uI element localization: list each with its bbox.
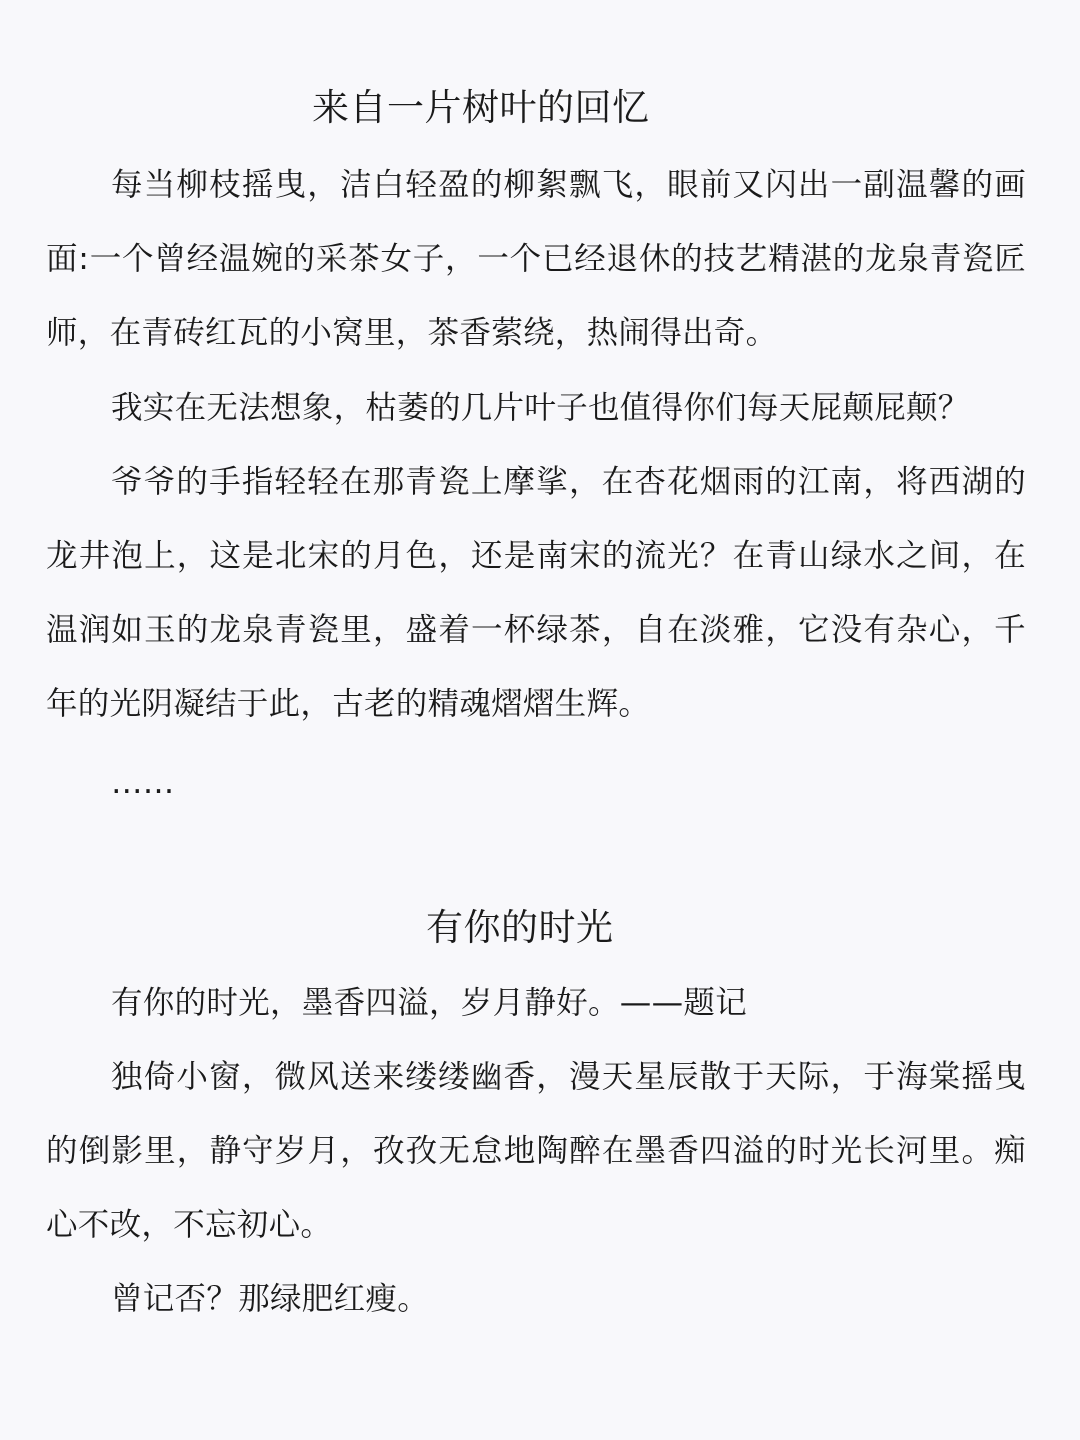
paragraph-epigraph: 有你的时光，墨香四溢，岁月静好。——题记 — [111, 985, 748, 1021]
paragraph-withered-leaves: 我实在无法想象，枯萎的几片叶子也值得你们每天屁颠屁颠？ — [111, 390, 970, 426]
section-title-memory-of-leaf: 来自一片树叶的回忆 — [312, 86, 650, 129]
paragraph-remember: 曾记否？那绿肥红瘦。 — [111, 1281, 430, 1317]
paragraph-willow: 每当柳枝摇曳，洁白轻盈的柳絮飘飞，眼前又闪出一副温馨的画面:一个曾经温婉的采茶女子，一个已经退休的技艺精湛的龙泉青瓷匠师，在青砖红瓦的小窝里，茶香萦绕，热闹得出奇。 — [46, 167, 1026, 351]
ellipsis: …… — [111, 765, 175, 801]
section-title-time-with-you: 有你的时光 — [426, 906, 614, 949]
paragraph-window: 独倚小窗，微风送来缕缕幽香，漫天星辰散于天际，于海棠摇曳的倒影里，静守岁月，孜孜无怠地陶醉在墨香四溢的时光长河里。痴心不改，不忘初心。 — [46, 1059, 1026, 1243]
paragraph-grandfather-celadon: 爷爷的手指轻轻在那青瓷上摩挲，在杏花烟雨的江南，将西湖的龙井泡上，这是北宋的月色，还是南宋的流光？在青山绿水之间，在温润如玉的龙泉青瓷里，盛着一杯绿茶，自在淡雅，它没有杂心，千年的光阴凝结于此，古老的精魂熠熠生辉。 — [46, 464, 1026, 722]
